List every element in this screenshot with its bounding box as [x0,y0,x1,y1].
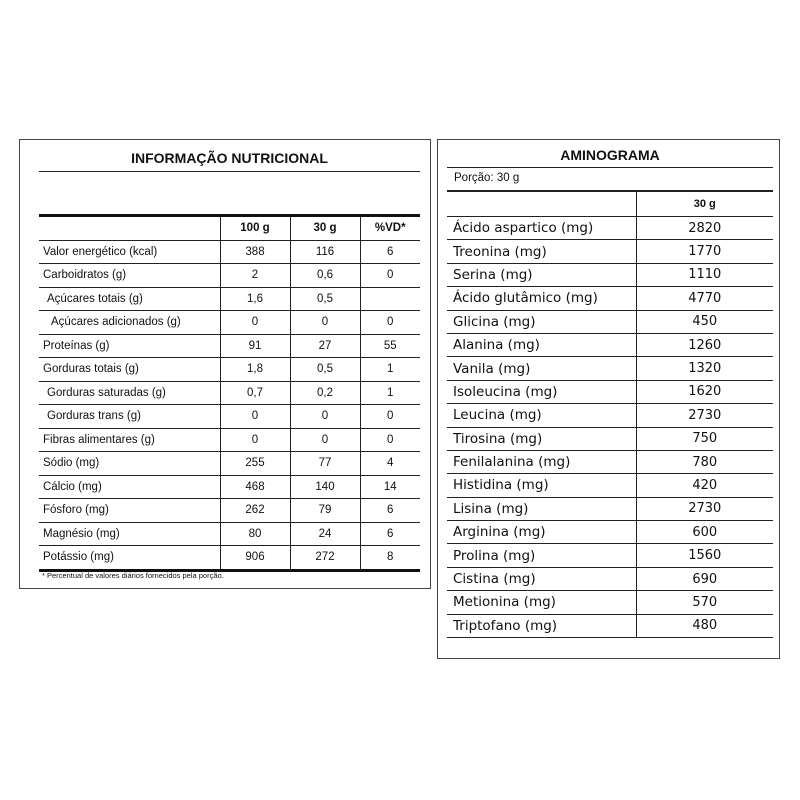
nutrient-label: Valor energético (kcal) [39,240,220,264]
per100-value: 91 [220,334,290,358]
aminogram-title: AMINOGRAMA [447,143,773,168]
nutrient-label: Proteínas (g) [39,334,220,358]
per100-value: 262 [220,499,290,523]
per30-value: 272 [290,546,360,571]
nutrition-row [39,428,420,452]
amino-acid-value: 4770 [636,287,773,310]
amino-acid-value: 690 [636,567,773,590]
per30-value: 0 [290,405,360,429]
amino-acid-name: Treonina (mg) [447,240,636,263]
amino-acid-name: Leucina (mg) [447,404,636,427]
nutrition-row [39,546,420,571]
amino-acid-value: 2820 [636,217,773,240]
aminogram-row [447,614,773,637]
vd-value: 6 [360,522,420,546]
amino-acid-value: 1260 [636,333,773,356]
per100-value: 0 [220,405,290,429]
nutrition-row [39,405,420,429]
nutrition-title: INFORMAÇÃO NUTRICIONAL [39,145,420,172]
amino-acid-name: Isoleucina (mg) [447,380,636,403]
aminogram-row [447,333,773,356]
nutrition-row [39,264,420,288]
per30-value: 116 [290,240,360,264]
amino-acid-value: 1110 [636,263,773,286]
per100-value: 2 [220,264,290,288]
per100-value: 0 [220,311,290,335]
aminogram-row [447,404,773,427]
amino-acid-value: 600 [636,521,773,544]
amino-acid-value: 1320 [636,357,773,380]
vd-value: 0 [360,405,420,429]
per30-value: 0,5 [290,358,360,382]
vd-value: 14 [360,475,420,499]
nutrition-row [39,240,420,264]
nutrition-header-vd: %VD* [360,216,420,241]
amino-acid-value: 1620 [636,380,773,403]
nutrient-label: Magnésio (mg) [39,522,220,546]
amino-acid-name: Metionina (mg) [447,591,636,614]
nutrition-row [39,452,420,476]
aminogram-panel [437,139,780,659]
aminogram-row [447,474,773,497]
nutrition-header-30g: 30 g [290,216,360,241]
amino-acid-value: 750 [636,427,773,450]
vd-value: 1 [360,358,420,382]
nutrient-label: Potássio (mg) [43,551,114,564]
nutrient-label: Sódio (mg) [39,452,220,476]
aminogram-row [447,591,773,614]
aminogram-row [447,427,773,450]
vd-value: 0 [360,264,420,288]
per30-value: 0 [290,311,360,335]
nutrient-label: Gorduras trans (g) [39,405,220,429]
aminogram-table [447,190,773,638]
amino-acid-value: 2730 [636,497,773,520]
nutrient-label: Açúcares totais (g) [39,287,220,311]
vd-value: 8 [360,546,420,571]
aminogram-row [447,521,773,544]
nutrition-header-100g: 100 g [220,216,290,241]
amino-acid-value: 420 [636,474,773,497]
per100-value: 80 [220,522,290,546]
amino-acid-name: Cistina (mg) [447,567,636,590]
amino-acid-name: Prolina (mg) [447,544,636,567]
amino-acid-name: Triptofano (mg) [447,614,636,637]
aminogram-header-30g: 30 g [636,191,773,217]
per100-value: 255 [220,452,290,476]
amino-acid-value: 570 [636,591,773,614]
aminogram-row [447,380,773,403]
vd-value: 55 [360,334,420,358]
amino-acid-name: Alanina (mg) [447,333,636,356]
aminogram-row [447,450,773,473]
amino-acid-name: Ácido glutâmico (mg) [447,287,636,310]
nutrient-label: Fósforo (mg) [39,499,220,523]
portion-label: Porção: 30 g [454,172,520,184]
per100-value: 468 [220,475,290,499]
per100-value: 0,7 [220,381,290,405]
nutrition-row [39,475,420,499]
per30-value: 0,6 [290,264,360,288]
nutrition-row [39,358,420,382]
amino-acid-value: 2730 [636,404,773,427]
per100-value: 906 [220,546,290,571]
nutrition-row [39,311,420,335]
nutrition-row [39,334,420,358]
per100-value: 388 [220,240,290,264]
per30-value: 0 [290,428,360,452]
amino-acid-name: Arginina (mg) [447,521,636,544]
amino-acid-value: 480 [636,614,773,637]
aminogram-row [447,310,773,333]
vd-value [360,287,420,311]
nutrient-label: Açúcares adicionados (g) [39,311,220,335]
vd-value: 6 [360,240,420,264]
amino-acid-name: Ácido aspartico (mg) [447,217,636,240]
amino-acid-name: Lisina (mg) [447,497,636,520]
nutrient-label: Carboidratos (g) [39,264,220,288]
nutrition-row [39,499,420,523]
per100-value: 0 [220,428,290,452]
per30-value: 79 [290,499,360,523]
amino-acid-name: Glicina (mg) [447,310,636,333]
nutrition-footnote: * Percentual de valores diários fornecidos pela porção. [42,571,224,580]
amino-acid-value: 450 [636,310,773,333]
aminogram-header-row [447,191,773,217]
nutrient-label: Gorduras saturadas (g) [39,381,220,405]
amino-acid-name: Vanila (mg) [447,357,636,380]
amino-acid-name: Serina (mg) [447,263,636,286]
amino-acid-value: 1560 [636,544,773,567]
vd-value: 0 [360,311,420,335]
amino-acid-value: 780 [636,450,773,473]
nutrition-row [39,381,420,405]
vd-value: 4 [360,452,420,476]
aminogram-header-name [447,191,636,217]
vd-value: 0 [360,428,420,452]
vd-value: 1 [360,381,420,405]
aminogram-row [447,357,773,380]
per100-value: 1,8 [220,358,290,382]
per30-value: 27 [290,334,360,358]
nutrient-label: Cálcio (mg) [39,475,220,499]
nutrition-header-row [39,216,420,241]
amino-acid-value: 1770 [636,240,773,263]
per30-value: 140 [290,475,360,499]
nutrition-row [39,522,420,546]
nutrition-row [39,287,420,311]
per30-value: 77 [290,452,360,476]
per30-value: 0,5 [290,287,360,311]
nutrient-label: Fibras alimentares (g) [39,428,220,452]
amino-acid-name: Tirosina (mg) [447,427,636,450]
aminogram-row [447,217,773,240]
aminogram-row [447,287,773,310]
per30-value: 0,2 [290,381,360,405]
per30-value: 24 [290,522,360,546]
nutrition-header-nutrient [39,216,220,241]
amino-acid-name: Histidina (mg) [447,474,636,497]
vd-value: 6 [360,499,420,523]
per100-value: 1,6 [220,287,290,311]
nutrition-panel [19,139,431,589]
amino-acid-name: Fenilalanina (mg) [447,450,636,473]
nutrition-table [39,214,420,572]
aminogram-row [447,240,773,263]
aminogram-row [447,544,773,567]
aminogram-row [447,263,773,286]
nutrient-label: Gorduras totais (g) [39,358,220,382]
aminogram-row [447,497,773,520]
aminogram-row [447,567,773,590]
